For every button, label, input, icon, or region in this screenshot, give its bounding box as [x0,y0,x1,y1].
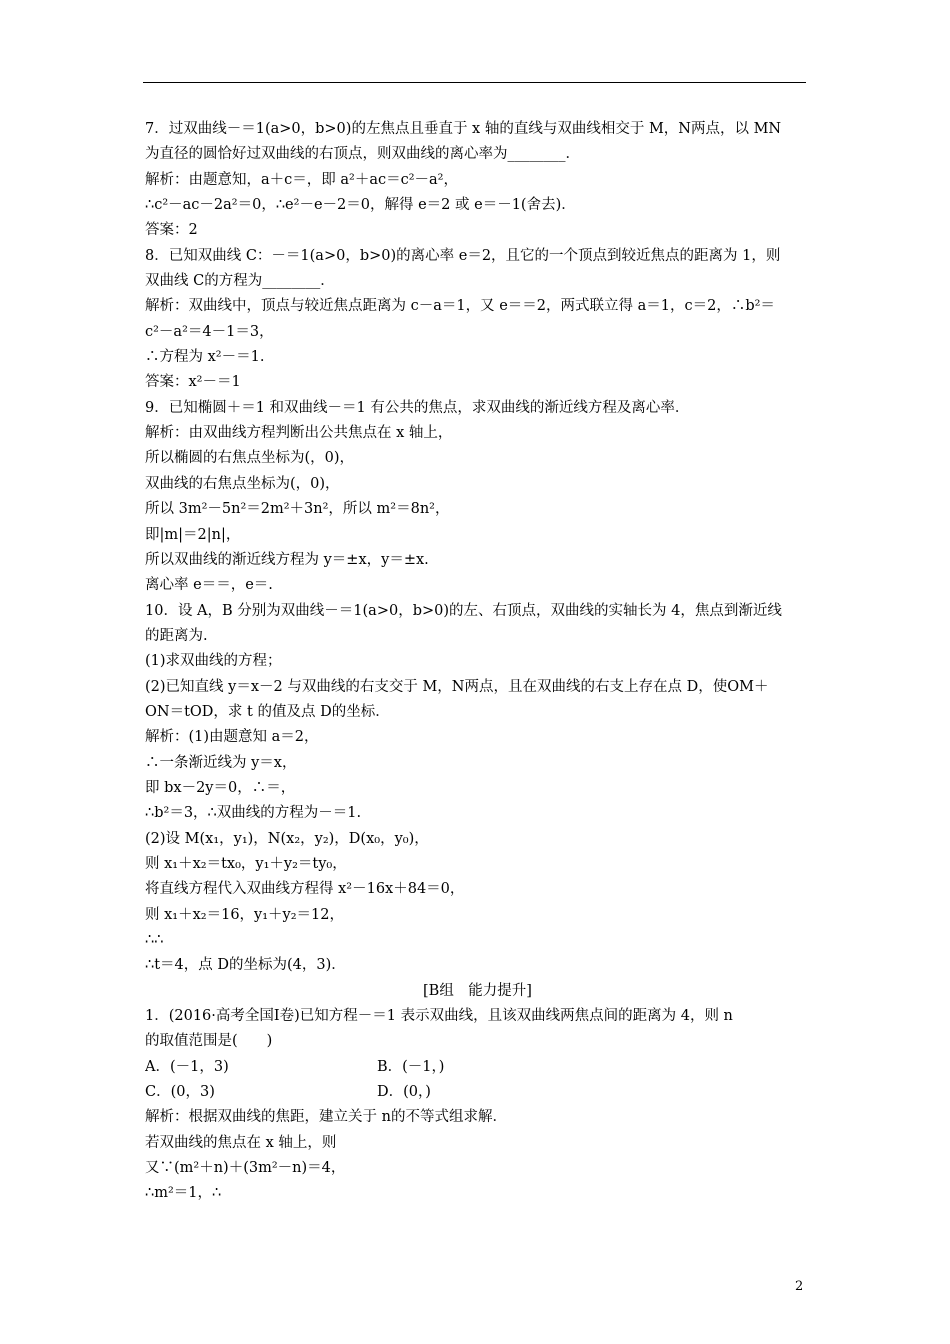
option-a: A．(－1，3) [145,1058,229,1075]
text-line: 双曲线的右焦点坐标为(，0)， [145,475,340,492]
option-c: C．(0，3) [145,1084,215,1101]
problem-b1-text [145,1004,810,1055]
text-line: 的距离为. [145,627,208,644]
solution-b1-text [145,1105,810,1206]
option-d: D．(0，) [377,1084,431,1101]
text-line: 将直线方程代入双曲线方程得 x²－16x＋84＝0， [145,881,465,898]
text-line: 则 x₁＋x₂＝tx₀，y₁＋y₂＝ty₀， [145,855,347,872]
text-line: 又∵(m²＋n)＋(3m²－n)＝4， [145,1160,346,1177]
text-line: ∴c²－ac－2a²＝0，∴e²－e－2＝0，解得 e＝2 或 e＝－1(舍去)． [145,197,576,214]
text-line: 9．已知椭圆＋＝1 和双曲线－＝1 有公共的焦点，求双曲线的渐近线方程及离心率． [145,399,690,416]
text-line: ∴m²＝1，∴ [145,1185,222,1202]
text-line: 8．已知双曲线 C：－＝1(a>0，b>0)的离心率 e＝2，且它的一个顶点到较近焦点的距离为 1，则 [145,247,781,264]
text-line: ∴t＝4，点 D的坐标为(4，3)． [145,957,346,974]
text-line: ∴b²＝3，∴双曲线的方程为－＝1. [145,805,362,822]
text-line: 为直径的圆恰好过双曲线的右顶点，则双曲线的离心率为________． [145,146,580,163]
problem-text-block [145,117,810,979]
text-line: ∴一条渐近线为 y＝x， [145,754,297,771]
text-line: 的取值范围是( ) [145,1033,273,1050]
text-line: ∴∴ [145,932,164,948]
text-line: 解析：(1)由题意知 a＝2， [145,729,319,746]
text-line: 双曲线 C的方程为________． [145,273,335,290]
text-line: ∴方程为 x²－＝1. [145,349,265,366]
text-line: 离心率 e＝＝，e＝. [145,577,273,594]
text-line: 所以双曲线的渐近线方程为 y＝±x，y＝±x. [145,551,429,568]
text-line: c²－a²＝4－1＝3， [145,323,274,340]
text-line: 解析：双曲线中，顶点与较近焦点距离为 c－a＝1，又 e＝＝2，两式联立得 a＝1，c＝2，∴b²＝ [145,298,775,315]
text-line: 即|m|＝2|n|， [145,526,241,543]
text-line: 答案：x²－＝1 [145,374,241,391]
page-content [145,117,810,1207]
text-line: 则 x₁＋x₂＝16，y₁＋y₂＝12， [145,906,344,923]
text-line: 即 bx－2y＝0，∴＝， [145,779,296,796]
text-line: 解析：根据双曲线的焦距，建立关于 n的不等式组求解． [145,1109,507,1126]
text-line: (1)求双曲线的方程； [145,653,282,670]
text-line: ON＝tOD，求 t 的值及点 D的坐标． [145,703,390,720]
text-line: 解析：由双曲线方程判断出公共焦点在 x 轴上， [145,425,453,442]
text-line: 答案：2 [145,222,198,239]
text-line: 若双曲线的焦点在 x 轴上，则 [145,1134,337,1151]
section-heading: [B组 能力提升] [423,982,532,999]
options-row-2 [145,1080,810,1105]
option-b: B．(－1，) [377,1058,445,1075]
header-rule [143,82,806,83]
text-line: 1．(2016·高考全国Ⅰ卷)已知方程－＝1 表示双曲线，且该双曲线两焦点间的距离为 4，则 n [145,1008,733,1025]
text-line: (2)设 M(x₁，y₁)，N(x₂，y₂)，D(x₀，y₀)， [145,830,429,847]
text-line: 所以 3m²－5n²＝2m²＋3n²，所以 m²＝8n²， [145,501,450,518]
text-line: 所以椭圆的右焦点坐标为(，0)， [145,450,355,467]
page-number: 2 [795,1279,804,1294]
text-line: 解析：由题意知，a＋c＝，即 a²＋ac＝c²－a²， [145,171,458,188]
options-row-1 [145,1055,810,1080]
text-line: 7．过双曲线－＝1(a>0，b>0)的左焦点且垂直于 x 轴的直线与双曲线相交于 M，N两点，以 MN [145,121,782,137]
text-line: (2)已知直线 y＝x－2 与双曲线的右支交于 M，N两点，且在双曲线的右支上存在点 D，使OM＋ [145,678,769,695]
text-line: 10．设 A，B 分别为双曲线－＝1(a>0，b>0)的左、右顶点，双曲线的实轴长为 4，焦点到渐近线 [145,602,782,619]
